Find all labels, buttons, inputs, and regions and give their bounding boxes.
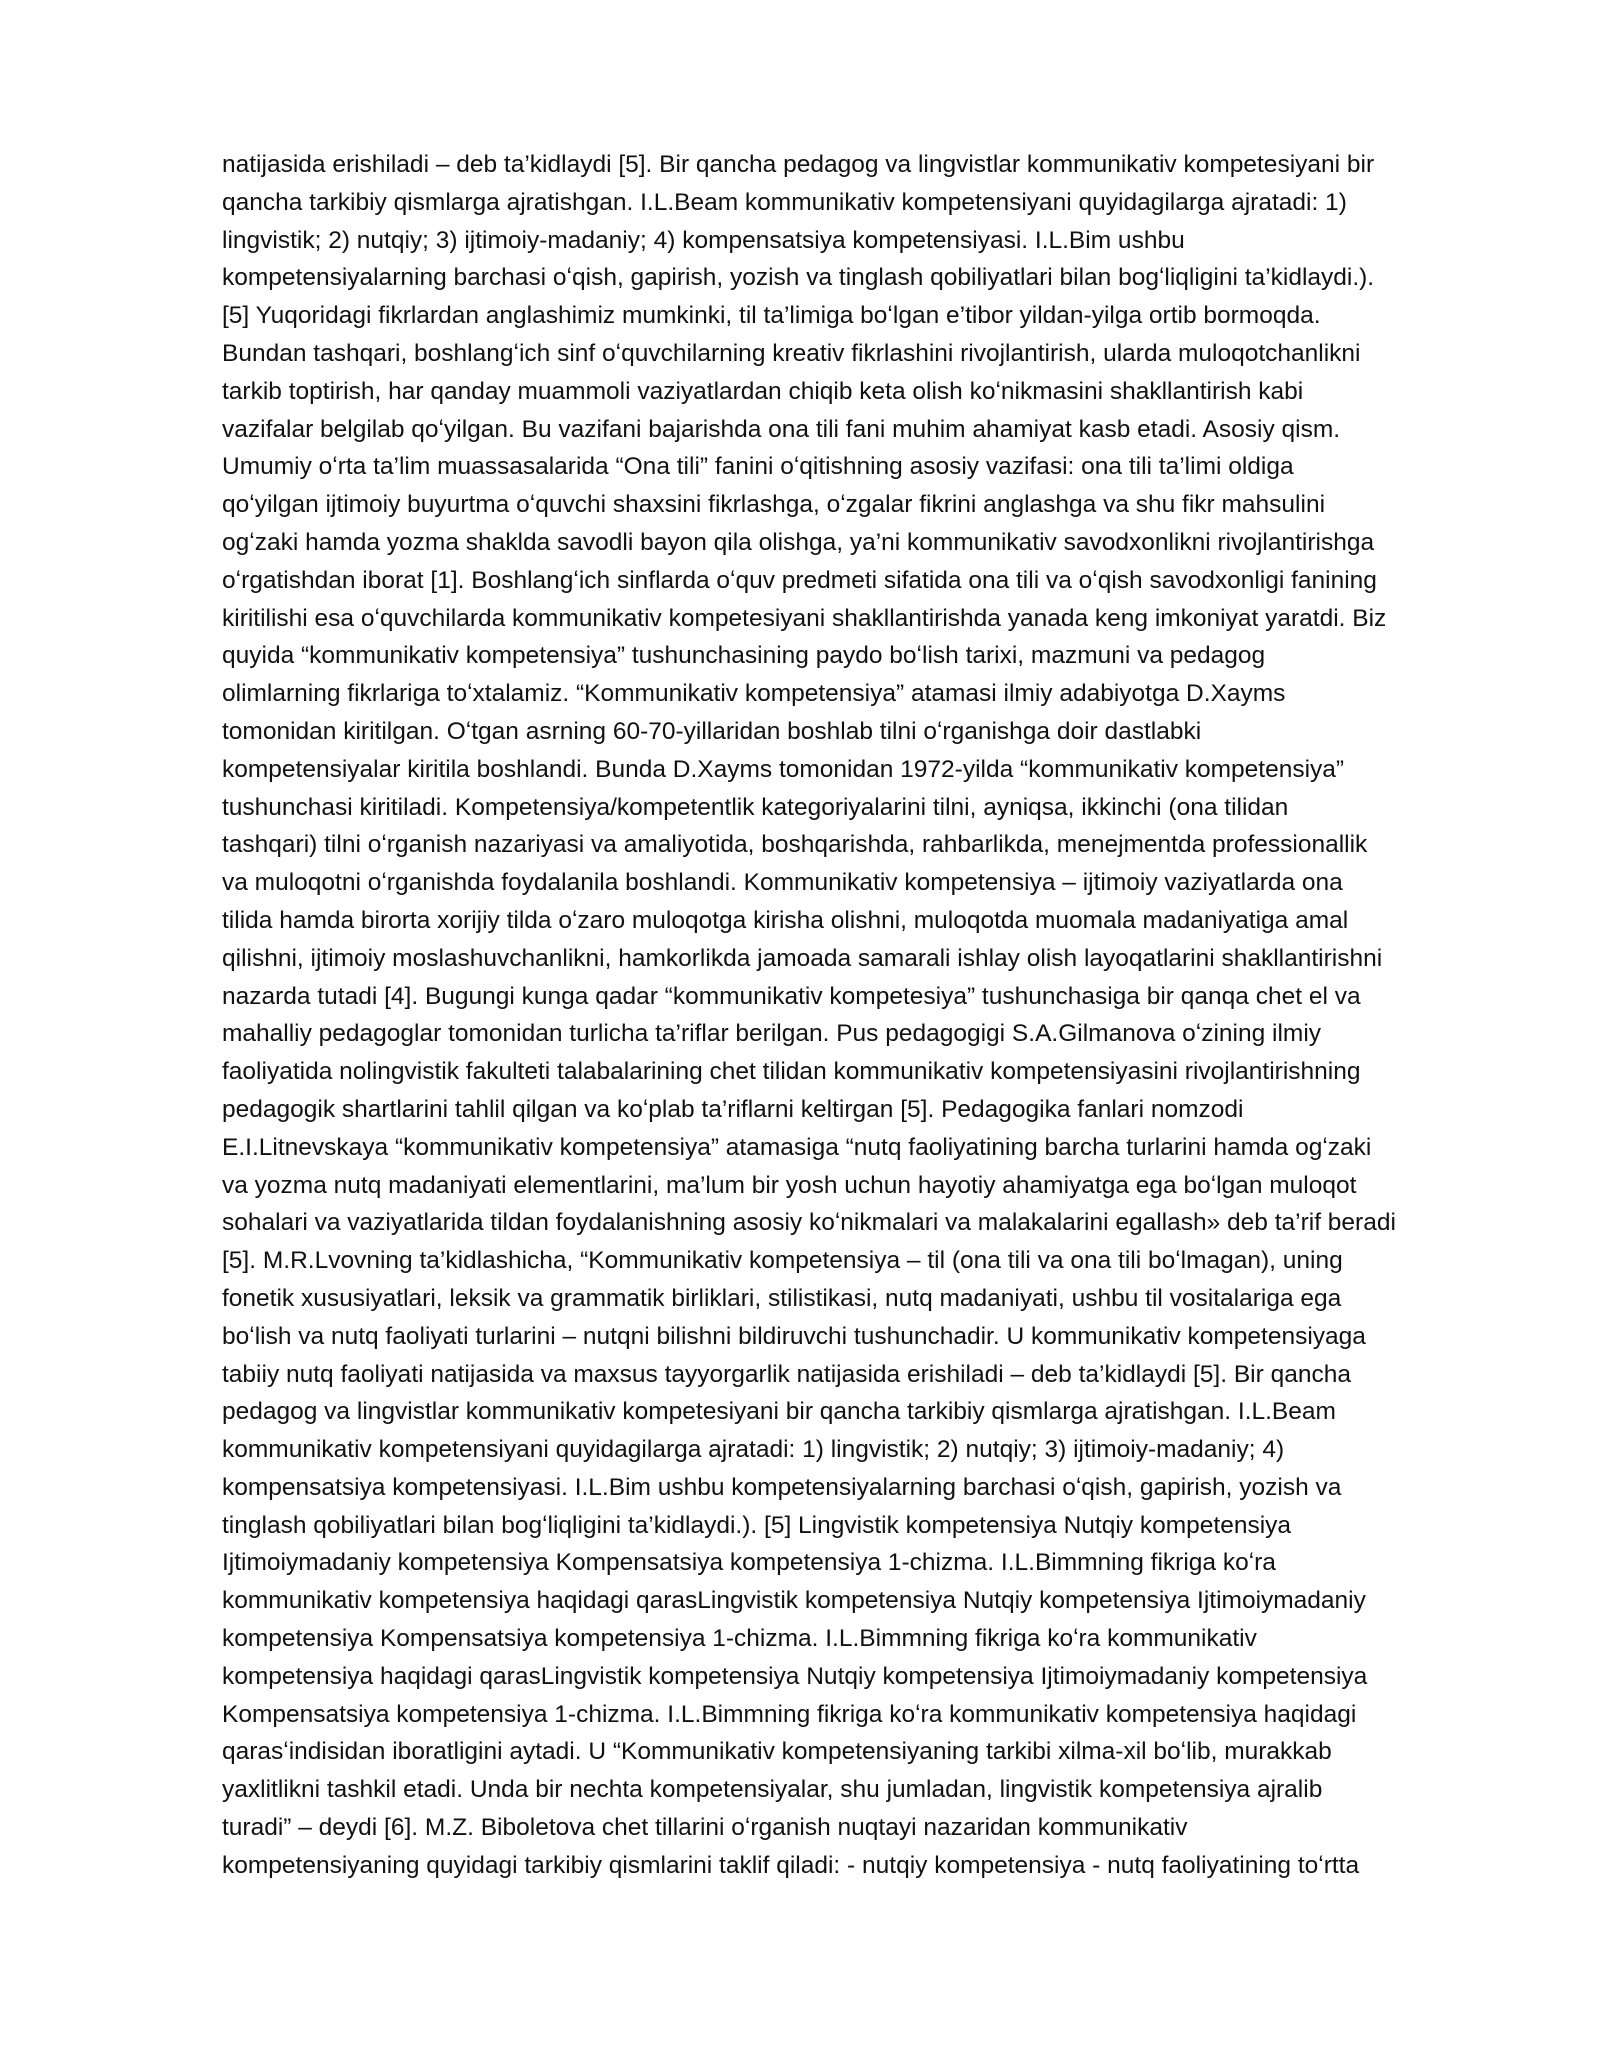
text-line: Kompensatsiya kompetensiya 1-chizma. I.L.Bimmning fikriga koʻra kommunikativ kompetensiya haqidagi [222,1700,1357,1728]
text-line: tashqari) tilni oʻrganish nazariyasi va amaliyotida, boshqarishda, rahbarlikda, menejmentda professionallik [222,831,1368,859]
text-line: natijasida erishiladi – deb ta’kidlaydi [5]. Bir qancha pedagog va lingvistlar kommunikativ kompetesiyani bir [222,151,1375,178]
text-line: pedagog va lingvistlar kommunikativ kompetesiyani bir qancha tarkibiy qismlarga ajratishgan. I.L.Beam [222,1398,1336,1426]
text-line: vazifalar belgilab qoʻyilgan. Bu vazifani bajarishda ona tili fani muhim ahamiyat kasb etadi. Asosiy qism. [222,415,1341,443]
text-line: boʻlish va nutq faoliyati turlarini – nutqni bilishni bildiruvchi tushunchadir. U kommunikativ kompetensiyaga [222,1322,1366,1350]
text-line: ogʻzaki hamda yozma shaklda savodli bayon qila olishga, ya’ni kommunikativ savodxonlikni rivojlantirishga [222,528,1375,556]
text-line: tushunchasi kiritiladi. Kompetensiya/kompetentlik kategoriyalarini tilni, ayniqsa, ikkinchi (ona tilidan [222,793,1289,821]
text-line: kompetensiyaning quyidagi tarkibiy qismlarini taklif qiladi: - nutqiy kompetensiya - nutq faoliyatining toʻrtta [222,1851,1360,1879]
text-line: tinglash qobiliyatlari bilan bogʻliqligini ta’kidlaydi.). [5] Lingvistik kompetensiya Nutqiy kompetensiya [222,1511,1292,1539]
text-line: va yozma nutq madaniyati elementlarini, ma’lum bir yosh uchun hayotiy ahamiyatga ega boʻlgan muloqot [222,1171,1357,1199]
text-line: sohalari va vaziyatlarida tildan foydalanishning asosiy koʻnikmalari va malakalarini egallash» deb ta’rif beradi [222,1209,1396,1237]
text-line: tabiiy nutq faoliyati natijasida va maxsus tayyorgarlik natijasida erishiladi – deb ta’kidlaydi [5]. Bir qancha [222,1360,1351,1388]
text-line: Umumiy oʻrta ta’lim muassasalarida “Ona tili” fanini oʻqitishning asosiy vazifasi: ona tili ta’limi oldiga [222,453,1294,481]
text-line: turadi” – deydi [6]. M.Z. Biboletova chet tillarini oʻrganish nuqtayi nazaridan kommunikativ [222,1814,1188,1842]
body-text [222,146,1507,1885]
text-line: kommunikativ kompetensiya haqidagi qarasLingvistik kompetensiya Nutqiy kompetensiya Ijtimoiymadaniy [222,1587,1366,1615]
text-line: qarasʻindisidan iboratligini aytadi. U “Kommunikativ kompetensiyaning tarkibi xilma-xil boʻlib, murakkab [222,1738,1332,1766]
text-line: mahalliy pedagoglar tomonidan turlicha ta’riflar berilgan. Pus pedagogigi S.A.Gilmanova oʻzining ilmiy [222,1020,1322,1048]
text-line: oʻrgatishdan iborat [1]. Boshlangʻich sinflarda oʻquv predmeti sifatida ona tili va oʻqish savodxonligi fanining [222,566,1377,594]
text-line: [5] Yuqoridagi fikrlardan anglashimiz mumkinki, til ta’limiga boʻlgan e’tibor yildan-yilga ortib bormoqda. [222,302,1321,330]
text-line: quyida “kommunikativ kompetensiya” tushunchasining paydo boʻlish tarixi, mazmuni va pedagog [222,642,1266,670]
text-line: kommunikativ kompetensiyani quyidagilarga ajratadi: 1) lingvistik; 2) nutqiy; 3) ijtimoiy-madaniy; 4) [222,1436,1285,1464]
text-line: kiritilishi esa oʻquvchilarda kommunikativ kompetesiyani shakllantirishda yanada keng imkoniyat yaratdi. Biz [222,604,1387,632]
text-line: qoʻyilgan ijtimoiy buyurtma oʻquvchi shaxsini fikrlashga, oʻzgalar fikrini anglashga va shu fikr mahsulini [222,491,1326,519]
text-line: fonetik xususiyatlari, leksik va grammatik birliklari, stilistikasi, nutq madaniyati, ushbu til vositalariga ega [222,1284,1342,1312]
text-line: kompensatsiya kompetensiyasi. I.L.Bim ushbu kompetensiyalarning barchasi oʻqish, gapirish, yozish va [222,1473,1342,1501]
text-line: yaxlitlikni tashkil etadi. Unda bir nechta kompetensiyalar, shu jumladan, lingvistik kompetensiya ajralib [222,1776,1323,1804]
text-line: kompetensiya Kompensatsiya kompetensiya 1-chizma. I.L.Bimmning fikriga koʻra kommunikativ [222,1625,1257,1653]
text-line: [5]. M.R.Lvovning ta’kidlashicha, “Kommunikativ kompetensiya – til (ona tili va ona tili boʻlmagan), uning [222,1247,1343,1275]
text-line: E.I.Litnevskaya “kommunikativ kompetensiya” atamasiga “nutq faoliyatining barcha turlarini hamda ogʻzaki [222,1133,1372,1161]
text-line: tilida hamda birorta xorijiy tilda oʻzaro muloqotga kirisha olishni, muloqotda muomala madaniyatiga amal [222,906,1349,934]
text-line: pedagogik shartlarini tahlil qilgan va koʻplab ta’riflarni keltirgan [5]. Pedagogika fanlari nomzodi [222,1095,1244,1123]
text-line: qancha tarkibiy qismlarga ajratishgan. I.L.Beam kommunikativ kompetensiyani quyidagilarga ajratadi: 1) [222,188,1347,216]
text-line: kompetensiya haqidagi qarasLingvistik kompetensiya Nutqiy kompetensiya Ijtimoiymadaniy kompetensiya [222,1662,1368,1690]
text-line: tarkib toptirish, har qanday muammoli vaziyatlardan chiqib keta olish koʻnikmasini shakllantirish kabi [222,377,1304,405]
text-line: lingvistik; 2) nutqiy; 3) ijtimoiy-madaniy; 4) kompensatsiya kompetensiyasi. I.L.Bim ushbu [222,226,1185,254]
text-line: qilishni, ijtimoiy moslashuvchanlikni, hamkorlikda jamoada samarali ishlay olish layoqatlarini shakllantirishni [222,944,1383,972]
text-line: Ijtimoiymadaniy kompetensiya Kompensatsiya kompetensiya 1-chizma. I.L.Bimmning fikriga koʻra [222,1549,1276,1577]
text-line: kompetensiyalar kiritila boshlandi. Bunda D.Xayms tomonidan 1972-yilda “kommunikativ kompetensiya” [222,755,1345,783]
text-line: kompetensiyalarning barchasi oʻqish, gapirish, yozish va tinglash qobiliyatlari bilan bogʻliqligini ta’kidlaydi.). [222,264,1375,292]
text-line: Bundan tashqari, boshlangʻich sinf oʻquvchilarning kreativ fikrlashini rivojlantirish, ularda muloqotchanlikni [222,339,1361,367]
text-line: va muloqotni oʻrganishda foydalanila boshlandi. Kommunikativ kompetensiya – ijtimoiy vaziyatlarda ona [222,869,1343,897]
text-line: faoliyatida nolingvistik fakulteti talabalarining chet tilidan kommunikativ kompetensiyasini rivojlantirishning [222,1058,1361,1086]
text-line: nazarda tutadi [4]. Bugungi kunga qadar “kommunikativ kompetesiya” tushunchasiga bir qanqa chet el va [222,982,1361,1010]
text-line: tomonidan kiritilgan. Oʻtgan asrning 60-70-yillaridan boshlab tilni oʻrganishga doir dastlabki [222,717,1202,745]
text-line: olimlarning fikrlariga toʻxtalamiz. “Kommunikativ kompetensiya” atamasi ilmiy adabiyotga D.Xayms [222,680,1286,708]
